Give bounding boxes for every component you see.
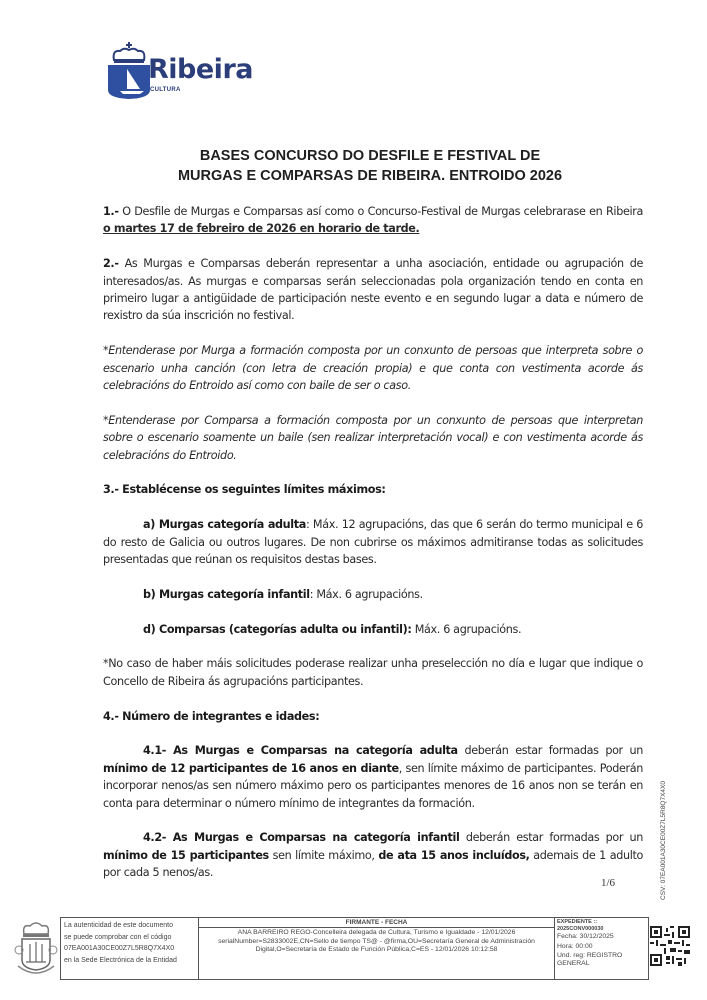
crown-shield-icon [106,42,154,100]
signature-footer [60,917,649,980]
section-1: 1.- O Desfile de Murgas e Comparsas así como o Concurso-Festival de Murgas celebrarase en Ribeira o martes 17 de febreiro de 2026 en horario de tarde. [103,205,643,236]
municipal-seal-icon [14,920,58,978]
logo-name: Ribeira [148,54,253,85]
expediente-box: EXPEDIENTE :: 2025CONV000030 Fecha: 30/12/2025 Hora: 00:00 Und. reg: REGISTRO GENERAL [554,918,648,979]
authenticity-box: La autenticidad de este documento se puede comprobar con el código 07EA001A30CE00Z7L5R8Q7X4X0 en la Sede Electrónica de la Entidad [61,918,199,979]
expediente-number: 2025CONV000030 [557,925,604,932]
ribeira-logo [106,42,266,100]
document-title [90,146,650,186]
section-2: 2.- As Murgas e Comparsas deberán representar a unha asociación, entidade ou agrupación de interesados/as. As murgas e comparsas serán seleccionadas pola organización tendo en conta en primeiro lugar a antigüidade de participación neste evento e en segundo lugar a data e número de rexistro da súa inscrición no festival. [103,257,643,323]
limit-d: d) Comparsas (categorías adulta ou infantil): Máx. 6 agrupacións. [143,622,522,636]
signer-header: FIRMANTE - FECHA [199,918,554,928]
csv-code: CSV: 07EA001A30CE00Z7L5R8Q7X4X0 [660,780,667,900]
qr-code-icon[interactable] [650,926,690,966]
verification-code: 07EA001A30CE00Z7L5R8Q7X4X0 [64,945,175,952]
page-number: 1/6 [601,877,616,889]
section-4-2: 4.2- As Murgas e Comparsas na categoría infantil deberán estar formadas por un mínimo de 15 participantes sen límite máximo, de ata 15 anos incluídos, ademais de 1 adulto por cada 5 nenos/as. [103,831,643,880]
event-date: o martes 17 de febreiro de 2026 en horario de tarde. [103,222,420,236]
section-4-heading: 4.- Número de integrantes e idades: [103,709,320,723]
note-murga: *Entenderase por Murga a formación composta por un conxunto de persoas que interpreta sobre o escenario unha canción (con letra de creación propia) e que conta con vestimenta acorde ás celebracións do Entroido así como con baile de ser o caso. [103,344,643,393]
limit-b: b) Murgas categoría infantil: Máx. 6 agrupacións. [143,587,423,601]
title-line-2: MURGAS E COMPARSAS DE RIBEIRA. ENTROIDO 2026 [177,168,563,184]
logo-subtitle: CULTURA [150,87,181,93]
title-line-1: BASES CONCURSO DO DESFILE E FESTIVAL DE [199,148,541,164]
section-4-1: 4.1- As Murgas e Comparsas na categoría adulta deberán estar formadas por un mínimo de 12 participantes de 16 anos en diante, sen límite máximo de participantes. Poderán incorporar nenos/as sen número máximo pero os participantes menores de 16 anos non se terán en conta para determinar o número mínimo de integrantes da formación. [103,744,643,810]
section-3-heading: 3.- Establécense os seguintes límites máximos: [103,483,386,497]
signer-box: FIRMANTE - FECHA ANA BARREIRO REGO-Concelleira delegada de Cultura, Turismo e Igualdade - 12/01/2026 serialNumber=S2833002E,CN=Sello de tiempo TS@ - @firma,OU=Secretaría General de Administración Digital,O=Secretaría de Estado de Función Pública,C=ES - 12/01/2026 10:12:58 [199,918,555,979]
limit-a: a) Murgas categoría adulta: Máx. 12 agrupacións, das que 6 serán do termo municipal e 6 do resto de Galicia ou outros lugares. De non cubrirse os máximos admitiranse todas as solicitudes presentadas que reúnan os requisitos destas bases. [103,518,644,567]
document-body [103,203,643,899]
section-3-note: *No caso de haber máis solicitudes poderase realizar unha preselección no día e lugar que indique o Concello de Ribeira ás agrupacións participantes. [103,657,643,688]
note-comparsa: *Entenderase por Comparsa a formación composta por un conxunto de persoas que interpretan sobre o escenario soamente un baile (sen realizar interpretación vocal) e con vestimenta acorde ás celebracións do Entroido. [103,413,643,462]
